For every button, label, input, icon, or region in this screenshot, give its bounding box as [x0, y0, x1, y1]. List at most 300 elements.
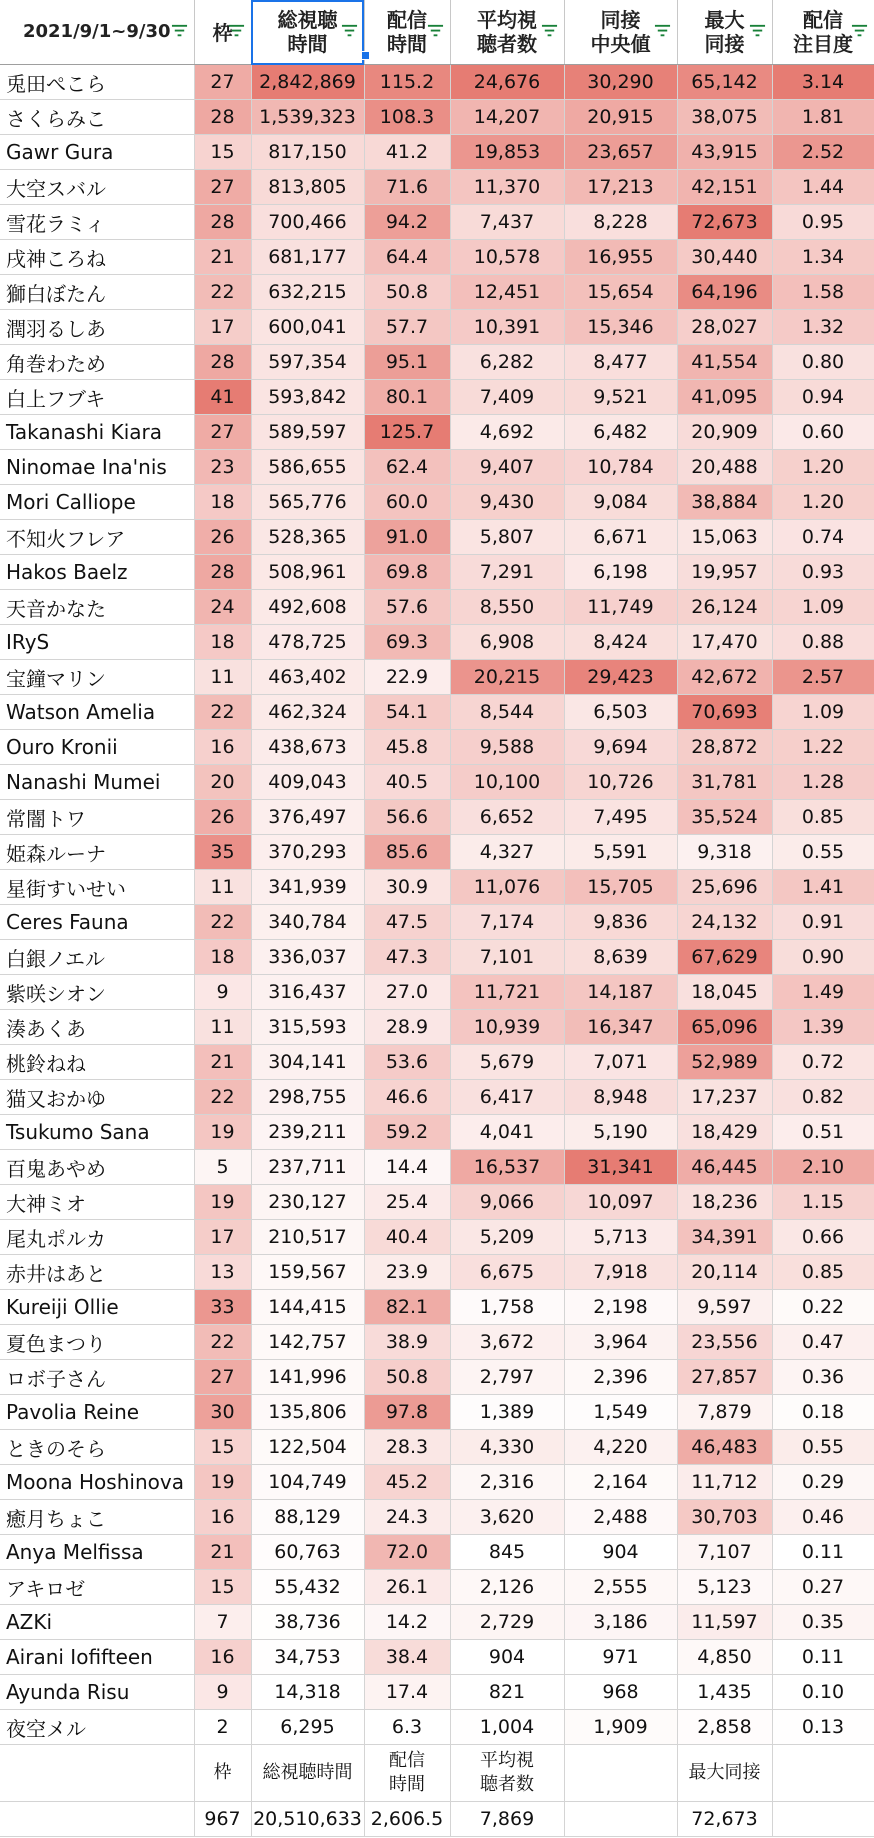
member-name-cell[interactable]: 不知火フレア: [0, 520, 194, 555]
stream-hours-cell[interactable]: 28.9: [364, 1010, 450, 1045]
stream-hours-cell[interactable]: 38.4: [364, 1640, 450, 1675]
selection-handle[interactable]: [361, 51, 370, 60]
avg-viewers-cell[interactable]: 2,797: [450, 1360, 564, 1395]
avg-viewers-cell[interactable]: 7,101: [450, 940, 564, 975]
total-watch-time-cell[interactable]: 463,402: [251, 660, 364, 695]
attention-cell[interactable]: 2.10: [772, 1150, 874, 1185]
avg-viewers-cell[interactable]: 7,291: [450, 555, 564, 590]
stream-hours-cell[interactable]: 71.6: [364, 170, 450, 205]
peak-concurrent-cell[interactable]: 24,132: [677, 905, 772, 940]
median-concurrent-cell[interactable]: 7,918: [564, 1255, 677, 1290]
avg-viewers-cell[interactable]: 8,550: [450, 590, 564, 625]
avg-viewers-cell[interactable]: 5,679: [450, 1045, 564, 1080]
total-watch-time-cell[interactable]: 340,784: [251, 905, 364, 940]
member-name-cell[interactable]: IRyS: [0, 625, 194, 660]
attention-cell[interactable]: 0.27: [772, 1570, 874, 1605]
median-concurrent-cell[interactable]: 968: [564, 1675, 677, 1710]
attention-cell[interactable]: 0.11: [772, 1535, 874, 1570]
attention-cell[interactable]: 1.09: [772, 590, 874, 625]
stream-hours-cell[interactable]: 28.3: [364, 1430, 450, 1465]
avg-viewers-cell[interactable]: 6,417: [450, 1080, 564, 1115]
column-header-avg-viewers[interactable]: [450, 0, 564, 65]
filter-icon[interactable]: [749, 23, 766, 40]
stream-hours-cell[interactable]: 25.4: [364, 1185, 450, 1220]
member-name-cell[interactable]: ロボ子さん: [0, 1360, 194, 1395]
slots-cell[interactable]: 5: [194, 1150, 251, 1185]
stream-hours-cell[interactable]: 108.3: [364, 100, 450, 135]
period-header[interactable]: [0, 0, 194, 65]
avg-viewers-cell[interactable]: 11,721: [450, 975, 564, 1010]
peak-concurrent-cell[interactable]: 41,554: [677, 345, 772, 380]
peak-concurrent-cell[interactable]: 65,096: [677, 1010, 772, 1045]
peak-concurrent-cell[interactable]: 18,236: [677, 1185, 772, 1220]
slots-cell[interactable]: 11: [194, 1010, 251, 1045]
member-name-cell[interactable]: 角巻わため: [0, 345, 194, 380]
slots-cell[interactable]: 15: [194, 1430, 251, 1465]
attention-cell[interactable]: 0.18: [772, 1395, 874, 1430]
peak-concurrent-cell[interactable]: 9,318: [677, 835, 772, 870]
stream-hours-cell[interactable]: 85.6: [364, 835, 450, 870]
attention-cell[interactable]: 0.85: [772, 1255, 874, 1290]
avg-viewers-cell[interactable]: 3,620: [450, 1500, 564, 1535]
member-name-cell[interactable]: 白銀ノエル: [0, 940, 194, 975]
member-name-cell[interactable]: Ninomae Ina'nis: [0, 450, 194, 485]
member-name-cell[interactable]: Kureiji Ollie: [0, 1290, 194, 1325]
median-concurrent-cell[interactable]: 9,084: [564, 485, 677, 520]
total-watch-time-cell[interactable]: 817,150: [251, 135, 364, 170]
stream-hours-cell[interactable]: 125.7: [364, 415, 450, 450]
total-watch-time-cell[interactable]: 370,293: [251, 835, 364, 870]
attention-cell[interactable]: 0.95: [772, 205, 874, 240]
median-concurrent-cell[interactable]: 9,836: [564, 905, 677, 940]
avg-viewers-cell[interactable]: 4,330: [450, 1430, 564, 1465]
avg-viewers-cell[interactable]: 1,389: [450, 1395, 564, 1430]
avg-viewers-cell[interactable]: 2,729: [450, 1605, 564, 1640]
peak-concurrent-cell[interactable]: 9,597: [677, 1290, 772, 1325]
peak-concurrent-cell[interactable]: 65,142: [677, 65, 772, 100]
peak-concurrent-cell[interactable]: 25,696: [677, 870, 772, 905]
member-name-cell[interactable]: 常闇トワ: [0, 800, 194, 835]
stream-hours-cell[interactable]: 97.8: [364, 1395, 450, 1430]
peak-concurrent-cell[interactable]: 70,693: [677, 695, 772, 730]
column-header-attention[interactable]: [772, 0, 874, 65]
median-concurrent-cell[interactable]: 7,495: [564, 800, 677, 835]
slots-cell[interactable]: 20: [194, 765, 251, 800]
summary-total-cell[interactable]: [564, 1802, 677, 1837]
total-watch-time-cell[interactable]: 813,805: [251, 170, 364, 205]
peak-concurrent-cell[interactable]: 1,435: [677, 1675, 772, 1710]
median-concurrent-cell[interactable]: 2,555: [564, 1570, 677, 1605]
stream-hours-cell[interactable]: 17.4: [364, 1675, 450, 1710]
attention-cell[interactable]: 2.57: [772, 660, 874, 695]
avg-viewers-cell[interactable]: 10,391: [450, 310, 564, 345]
member-name-cell[interactable]: 星街すいせい: [0, 870, 194, 905]
slots-cell[interactable]: 27: [194, 1360, 251, 1395]
total-watch-time-cell[interactable]: 1,539,323: [251, 100, 364, 135]
stream-hours-cell[interactable]: 64.4: [364, 240, 450, 275]
member-name-cell[interactable]: 兎田ぺこら: [0, 65, 194, 100]
attention-cell[interactable]: 0.51: [772, 1115, 874, 1150]
avg-viewers-cell[interactable]: 10,939: [450, 1010, 564, 1045]
peak-concurrent-cell[interactable]: 31,781: [677, 765, 772, 800]
peak-concurrent-cell[interactable]: 20,114: [677, 1255, 772, 1290]
total-watch-time-cell[interactable]: 597,354: [251, 345, 364, 380]
peak-concurrent-cell[interactable]: 30,440: [677, 240, 772, 275]
member-name-cell[interactable]: 宝鐘マリン: [0, 660, 194, 695]
attention-cell[interactable]: 2.52: [772, 135, 874, 170]
summary-total-cell[interactable]: 2,606.5: [364, 1802, 450, 1837]
peak-concurrent-cell[interactable]: 17,237: [677, 1080, 772, 1115]
median-concurrent-cell[interactable]: 17,213: [564, 170, 677, 205]
total-watch-time-cell[interactable]: 237,711: [251, 1150, 364, 1185]
peak-concurrent-cell[interactable]: 46,445: [677, 1150, 772, 1185]
slots-cell[interactable]: 16: [194, 1500, 251, 1535]
avg-viewers-cell[interactable]: 6,282: [450, 345, 564, 380]
total-watch-time-cell[interactable]: 298,755: [251, 1080, 364, 1115]
summary-total-cell[interactable]: 20,510,633: [251, 1802, 364, 1837]
avg-viewers-cell[interactable]: 12,451: [450, 275, 564, 310]
column-header-peak-concurrent[interactable]: [677, 0, 772, 65]
avg-viewers-cell[interactable]: 19,853: [450, 135, 564, 170]
slots-cell[interactable]: 30: [194, 1395, 251, 1430]
stream-hours-cell[interactable]: 91.0: [364, 520, 450, 555]
stream-hours-cell[interactable]: 56.6: [364, 800, 450, 835]
stream-hours-cell[interactable]: 38.9: [364, 1325, 450, 1360]
total-watch-time-cell[interactable]: 14,318: [251, 1675, 364, 1710]
median-concurrent-cell[interactable]: 8,639: [564, 940, 677, 975]
column-header-median-concurrent[interactable]: [564, 0, 677, 65]
slots-cell[interactable]: 18: [194, 485, 251, 520]
total-watch-time-cell[interactable]: 2,842,869: [251, 65, 364, 100]
member-name-cell[interactable]: 夏色まつり: [0, 1325, 194, 1360]
total-watch-time-cell[interactable]: 135,806: [251, 1395, 364, 1430]
stream-hours-cell[interactable]: 53.6: [364, 1045, 450, 1080]
total-watch-time-cell[interactable]: 565,776: [251, 485, 364, 520]
median-concurrent-cell[interactable]: 9,694: [564, 730, 677, 765]
stream-hours-cell[interactable]: 50.8: [364, 1360, 450, 1395]
total-watch-time-cell[interactable]: 586,655: [251, 450, 364, 485]
peak-concurrent-cell[interactable]: 2,858: [677, 1710, 772, 1745]
member-name-cell[interactable]: アキロゼ: [0, 1570, 194, 1605]
total-watch-time-cell[interactable]: 376,497: [251, 800, 364, 835]
attention-cell[interactable]: 1.49: [772, 975, 874, 1010]
filter-icon[interactable]: [851, 23, 868, 40]
summary-total-cell[interactable]: [772, 1802, 874, 1837]
summary-label-cell[interactable]: [772, 1745, 874, 1802]
peak-concurrent-cell[interactable]: 26,124: [677, 590, 772, 625]
median-concurrent-cell[interactable]: 3,186: [564, 1605, 677, 1640]
avg-viewers-cell[interactable]: 10,100: [450, 765, 564, 800]
total-watch-time-cell[interactable]: 409,043: [251, 765, 364, 800]
member-name-cell[interactable]: 猫又おかゆ: [0, 1080, 194, 1115]
median-concurrent-cell[interactable]: 15,346: [564, 310, 677, 345]
peak-concurrent-cell[interactable]: 64,196: [677, 275, 772, 310]
slots-cell[interactable]: 22: [194, 905, 251, 940]
slots-cell[interactable]: 15: [194, 135, 251, 170]
filter-icon[interactable]: [541, 23, 558, 40]
attention-cell[interactable]: 1.81: [772, 100, 874, 135]
avg-viewers-cell[interactable]: 1,004: [450, 1710, 564, 1745]
slots-cell[interactable]: 35: [194, 835, 251, 870]
slots-cell[interactable]: 9: [194, 975, 251, 1010]
member-name-cell[interactable]: Anya Melfissa: [0, 1535, 194, 1570]
peak-concurrent-cell[interactable]: 42,672: [677, 660, 772, 695]
member-name-cell[interactable]: Ouro Kronii: [0, 730, 194, 765]
peak-concurrent-cell[interactable]: 67,629: [677, 940, 772, 975]
stream-hours-cell[interactable]: 22.9: [364, 660, 450, 695]
slots-cell[interactable]: 22: [194, 1080, 251, 1115]
attention-cell[interactable]: 0.93: [772, 555, 874, 590]
total-watch-time-cell[interactable]: 144,415: [251, 1290, 364, 1325]
slots-cell[interactable]: 22: [194, 695, 251, 730]
slots-cell[interactable]: 27: [194, 65, 251, 100]
median-concurrent-cell[interactable]: 29,423: [564, 660, 677, 695]
total-watch-time-cell[interactable]: 230,127: [251, 1185, 364, 1220]
member-name-cell[interactable]: 姫森ルーナ: [0, 835, 194, 870]
median-concurrent-cell[interactable]: 6,671: [564, 520, 677, 555]
member-name-cell[interactable]: Moona Hoshinova: [0, 1465, 194, 1500]
peak-concurrent-cell[interactable]: 18,045: [677, 975, 772, 1010]
total-watch-time-cell[interactable]: 492,608: [251, 590, 364, 625]
avg-viewers-cell[interactable]: 4,692: [450, 415, 564, 450]
total-watch-time-cell[interactable]: 438,673: [251, 730, 364, 765]
member-name-cell[interactable]: 獅白ぼたん: [0, 275, 194, 310]
member-name-cell[interactable]: Airani Iofifteen: [0, 1640, 194, 1675]
stream-hours-cell[interactable]: 54.1: [364, 695, 450, 730]
total-watch-time-cell[interactable]: 304,141: [251, 1045, 364, 1080]
median-concurrent-cell[interactable]: 2,488: [564, 1500, 677, 1535]
member-name-cell[interactable]: 潤羽るしあ: [0, 310, 194, 345]
median-concurrent-cell[interactable]: 14,187: [564, 975, 677, 1010]
slots-cell[interactable]: 11: [194, 660, 251, 695]
attention-cell[interactable]: 0.29: [772, 1465, 874, 1500]
peak-concurrent-cell[interactable]: 30,703: [677, 1500, 772, 1535]
summary-label-cell[interactable]: 枠: [194, 1745, 251, 1802]
median-concurrent-cell[interactable]: 16,955: [564, 240, 677, 275]
peak-concurrent-cell[interactable]: 38,075: [677, 100, 772, 135]
avg-viewers-cell[interactable]: 5,209: [450, 1220, 564, 1255]
median-concurrent-cell[interactable]: 4,220: [564, 1430, 677, 1465]
avg-viewers-cell[interactable]: 4,041: [450, 1115, 564, 1150]
peak-concurrent-cell[interactable]: 46,483: [677, 1430, 772, 1465]
median-concurrent-cell[interactable]: 3,964: [564, 1325, 677, 1360]
peak-concurrent-cell[interactable]: 7,107: [677, 1535, 772, 1570]
slots-cell[interactable]: 18: [194, 625, 251, 660]
attention-cell[interactable]: 1.41: [772, 870, 874, 905]
attention-cell[interactable]: 0.60: [772, 415, 874, 450]
stream-hours-cell[interactable]: 14.2: [364, 1605, 450, 1640]
column-header-total-watch-time[interactable]: [251, 0, 364, 65]
attention-cell[interactable]: 1.32: [772, 310, 874, 345]
member-name-cell[interactable]: 天音かなた: [0, 590, 194, 625]
peak-concurrent-cell[interactable]: 23,556: [677, 1325, 772, 1360]
summary-label-cell[interactable]: [0, 1745, 194, 1802]
total-watch-time-cell[interactable]: 336,037: [251, 940, 364, 975]
median-concurrent-cell[interactable]: 8,424: [564, 625, 677, 660]
avg-viewers-cell[interactable]: 6,652: [450, 800, 564, 835]
avg-viewers-cell[interactable]: 16,537: [450, 1150, 564, 1185]
peak-concurrent-cell[interactable]: 72,673: [677, 205, 772, 240]
stream-hours-cell[interactable]: 94.2: [364, 205, 450, 240]
avg-viewers-cell[interactable]: 3,672: [450, 1325, 564, 1360]
slots-cell[interactable]: 17: [194, 310, 251, 345]
stream-hours-cell[interactable]: 45.8: [364, 730, 450, 765]
avg-viewers-cell[interactable]: 14,207: [450, 100, 564, 135]
total-watch-time-cell[interactable]: 122,504: [251, 1430, 364, 1465]
filter-icon[interactable]: [228, 23, 245, 40]
stream-hours-cell[interactable]: 41.2: [364, 135, 450, 170]
stream-hours-cell[interactable]: 26.1: [364, 1570, 450, 1605]
member-name-cell[interactable]: Gawr Gura: [0, 135, 194, 170]
attention-cell[interactable]: 3.14: [772, 65, 874, 100]
attention-cell[interactable]: 0.80: [772, 345, 874, 380]
attention-cell[interactable]: 0.91: [772, 905, 874, 940]
attention-cell[interactable]: 1.15: [772, 1185, 874, 1220]
member-name-cell[interactable]: 戌神ころね: [0, 240, 194, 275]
member-name-cell[interactable]: Mori Calliope: [0, 485, 194, 520]
stream-hours-cell[interactable]: 27.0: [364, 975, 450, 1010]
peak-concurrent-cell[interactable]: 41,095: [677, 380, 772, 415]
attention-cell[interactable]: 0.35: [772, 1605, 874, 1640]
stream-hours-cell[interactable]: 57.7: [364, 310, 450, 345]
slots-cell[interactable]: 7: [194, 1605, 251, 1640]
median-concurrent-cell[interactable]: 6,198: [564, 555, 677, 590]
avg-viewers-cell[interactable]: 2,126: [450, 1570, 564, 1605]
stream-hours-cell[interactable]: 62.4: [364, 450, 450, 485]
attention-cell[interactable]: 0.55: [772, 1430, 874, 1465]
avg-viewers-cell[interactable]: 8,544: [450, 695, 564, 730]
avg-viewers-cell[interactable]: 9,066: [450, 1185, 564, 1220]
stream-hours-cell[interactable]: 6.3: [364, 1710, 450, 1745]
median-concurrent-cell[interactable]: 23,657: [564, 135, 677, 170]
summary-total-cell[interactable]: 967: [194, 1802, 251, 1837]
total-watch-time-cell[interactable]: 141,996: [251, 1360, 364, 1395]
slots-cell[interactable]: 19: [194, 1465, 251, 1500]
peak-concurrent-cell[interactable]: 27,857: [677, 1360, 772, 1395]
total-watch-time-cell[interactable]: 104,749: [251, 1465, 364, 1500]
attention-cell[interactable]: 0.94: [772, 380, 874, 415]
peak-concurrent-cell[interactable]: 42,151: [677, 170, 772, 205]
summary-label-cell[interactable]: [564, 1745, 677, 1802]
median-concurrent-cell[interactable]: 1,549: [564, 1395, 677, 1430]
median-concurrent-cell[interactable]: 11,749: [564, 590, 677, 625]
slots-cell[interactable]: 28: [194, 100, 251, 135]
member-name-cell[interactable]: Nanashi Mumei: [0, 765, 194, 800]
slots-cell[interactable]: 27: [194, 170, 251, 205]
median-concurrent-cell[interactable]: 971: [564, 1640, 677, 1675]
stream-hours-cell[interactable]: 40.4: [364, 1220, 450, 1255]
median-concurrent-cell[interactable]: 20,915: [564, 100, 677, 135]
avg-viewers-cell[interactable]: 9,588: [450, 730, 564, 765]
total-watch-time-cell[interactable]: 55,432: [251, 1570, 364, 1605]
peak-concurrent-cell[interactable]: 38,884: [677, 485, 772, 520]
total-watch-time-cell[interactable]: 528,365: [251, 520, 364, 555]
avg-viewers-cell[interactable]: 904: [450, 1640, 564, 1675]
member-name-cell[interactable]: Hakos Baelz: [0, 555, 194, 590]
stream-hours-cell[interactable]: 40.5: [364, 765, 450, 800]
avg-viewers-cell[interactable]: 5,807: [450, 520, 564, 555]
median-concurrent-cell[interactable]: 10,784: [564, 450, 677, 485]
attention-cell[interactable]: 0.10: [772, 1675, 874, 1710]
attention-cell[interactable]: 1.39: [772, 1010, 874, 1045]
attention-cell[interactable]: 0.36: [772, 1360, 874, 1395]
member-name-cell[interactable]: 白上フブキ: [0, 380, 194, 415]
stream-hours-cell[interactable]: 23.9: [364, 1255, 450, 1290]
median-concurrent-cell[interactable]: 7,071: [564, 1045, 677, 1080]
total-watch-time-cell[interactable]: 239,211: [251, 1115, 364, 1150]
total-watch-time-cell[interactable]: 462,324: [251, 695, 364, 730]
peak-concurrent-cell[interactable]: 11,597: [677, 1605, 772, 1640]
median-concurrent-cell[interactable]: 6,503: [564, 695, 677, 730]
median-concurrent-cell[interactable]: 10,726: [564, 765, 677, 800]
stream-hours-cell[interactable]: 47.3: [364, 940, 450, 975]
avg-viewers-cell[interactable]: 6,675: [450, 1255, 564, 1290]
peak-concurrent-cell[interactable]: 43,915: [677, 135, 772, 170]
avg-viewers-cell[interactable]: 10,578: [450, 240, 564, 275]
median-concurrent-cell[interactable]: 5,713: [564, 1220, 677, 1255]
total-watch-time-cell[interactable]: 600,041: [251, 310, 364, 345]
member-name-cell[interactable]: さくらみこ: [0, 100, 194, 135]
member-name-cell[interactable]: 湊あくあ: [0, 1010, 194, 1045]
member-name-cell[interactable]: Ceres Fauna: [0, 905, 194, 940]
peak-concurrent-cell[interactable]: 11,712: [677, 1465, 772, 1500]
avg-viewers-cell[interactable]: 7,437: [450, 205, 564, 240]
attention-cell[interactable]: 1.44: [772, 170, 874, 205]
median-concurrent-cell[interactable]: 15,654: [564, 275, 677, 310]
attention-cell[interactable]: 1.22: [772, 730, 874, 765]
median-concurrent-cell[interactable]: 9,521: [564, 380, 677, 415]
avg-viewers-cell[interactable]: 9,407: [450, 450, 564, 485]
median-concurrent-cell[interactable]: 15,705: [564, 870, 677, 905]
total-watch-time-cell[interactable]: 700,466: [251, 205, 364, 240]
member-name-cell[interactable]: 大空スバル: [0, 170, 194, 205]
stream-hours-cell[interactable]: 24.3: [364, 1500, 450, 1535]
avg-viewers-cell[interactable]: 24,676: [450, 65, 564, 100]
peak-concurrent-cell[interactable]: 34,391: [677, 1220, 772, 1255]
peak-concurrent-cell[interactable]: 19,957: [677, 555, 772, 590]
summary-total-cell[interactable]: 7,869: [450, 1802, 564, 1837]
slots-cell[interactable]: 33: [194, 1290, 251, 1325]
total-watch-time-cell[interactable]: 60,763: [251, 1535, 364, 1570]
slots-cell[interactable]: 27: [194, 415, 251, 450]
member-name-cell[interactable]: 雪花ラミィ: [0, 205, 194, 240]
slots-cell[interactable]: 17: [194, 1220, 251, 1255]
avg-viewers-cell[interactable]: 7,409: [450, 380, 564, 415]
attention-cell[interactable]: 0.72: [772, 1045, 874, 1080]
member-name-cell[interactable]: 紫咲シオン: [0, 975, 194, 1010]
attention-cell[interactable]: 1.09: [772, 695, 874, 730]
slots-cell[interactable]: 41: [194, 380, 251, 415]
summary-label-cell[interactable]: 最大同接: [677, 1745, 772, 1802]
total-watch-time-cell[interactable]: 341,939: [251, 870, 364, 905]
slots-cell[interactable]: 2: [194, 1710, 251, 1745]
peak-concurrent-cell[interactable]: 20,488: [677, 450, 772, 485]
summary-label-cell[interactable]: 総視聴時間: [251, 1745, 364, 1802]
slots-cell[interactable]: 13: [194, 1255, 251, 1290]
attention-cell[interactable]: 0.74: [772, 520, 874, 555]
avg-viewers-cell[interactable]: 7,174: [450, 905, 564, 940]
stream-hours-cell[interactable]: 59.2: [364, 1115, 450, 1150]
stream-hours-cell[interactable]: 82.1: [364, 1290, 450, 1325]
column-header-stream-hours[interactable]: [364, 0, 450, 65]
attention-cell[interactable]: 1.28: [772, 765, 874, 800]
avg-viewers-cell[interactable]: 821: [450, 1675, 564, 1710]
member-name-cell[interactable]: 夜空メル: [0, 1710, 194, 1745]
stream-hours-cell[interactable]: 50.8: [364, 275, 450, 310]
slots-cell[interactable]: 15: [194, 1570, 251, 1605]
median-concurrent-cell[interactable]: 5,591: [564, 835, 677, 870]
summary-total-cell[interactable]: 72,673: [677, 1802, 772, 1837]
